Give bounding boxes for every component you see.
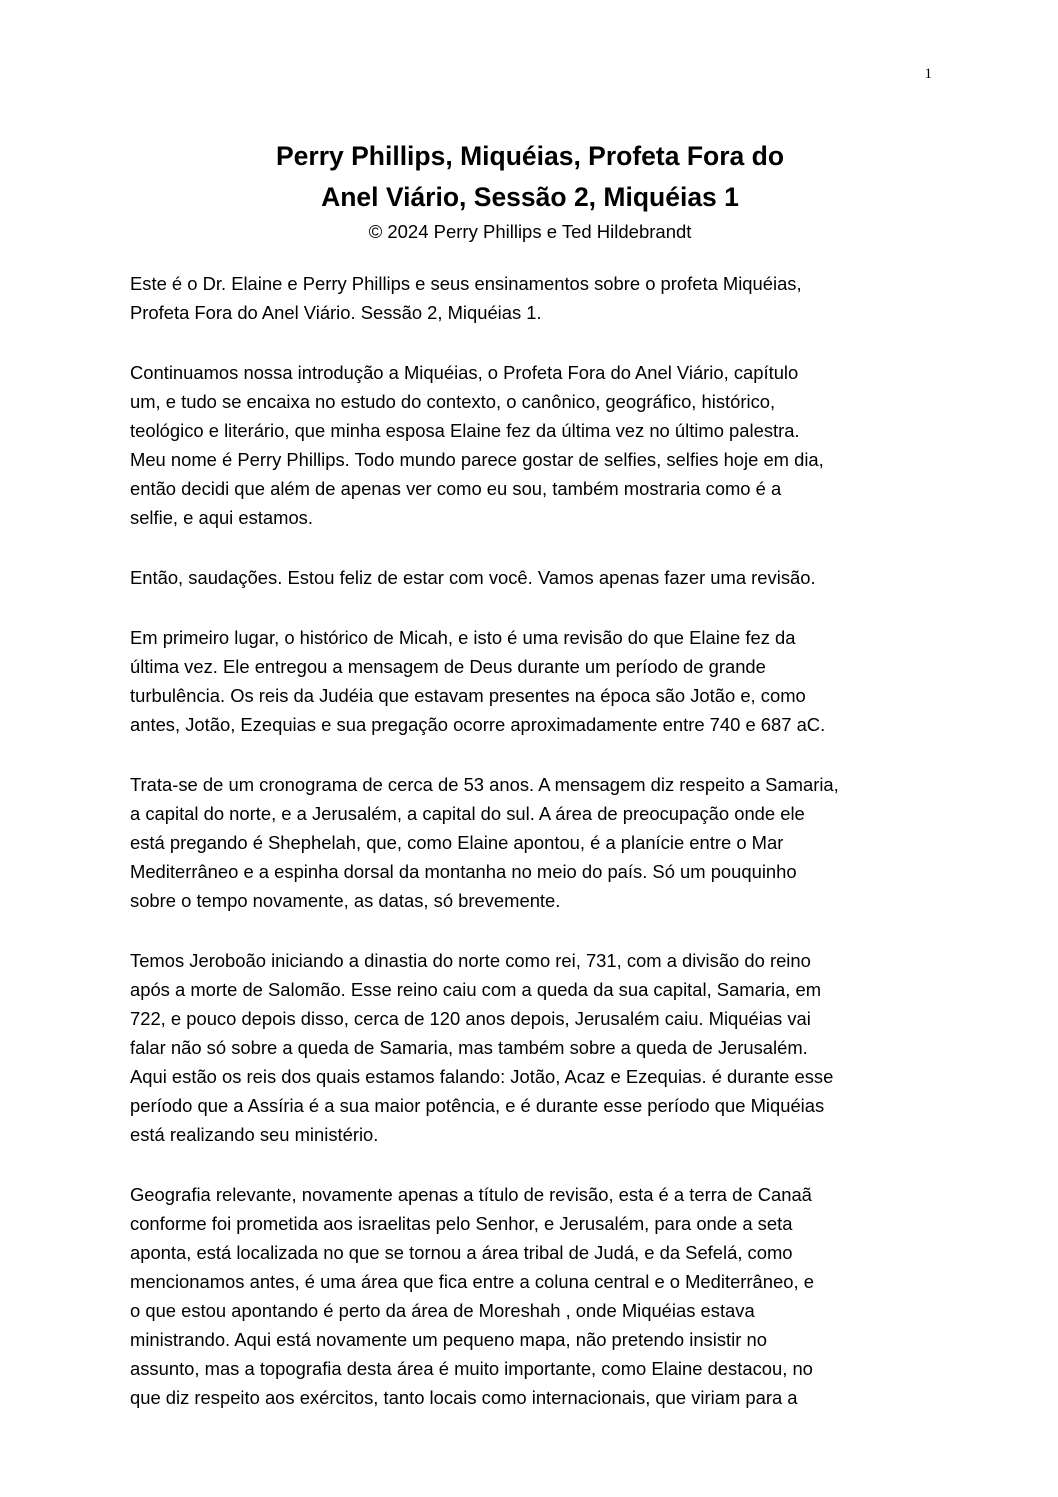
paragraph-line: mencionamos antes, é uma área que fica entre a coluna central e o Mediterrâneo, e [130,1271,814,1292]
paragraph-line: está realizando seu ministério. [130,1124,379,1145]
paragraph-line: Meu nome é Perry Phillips. Todo mundo parece gostar de selfies, selfies hoje em dia, [130,449,824,470]
paragraph-7 [130,1180,930,1412]
paragraph-line: está pregando é Shephelah, que, como Elaine apontou, é a planície entre o Mar [130,832,784,853]
paragraph-line: Este é o Dr. Elaine e Perry Phillips e seus ensinamentos sobre o profeta Miquéias, [130,273,802,294]
document-title-line-2: Anel Viário, Sessão 2, Miquéias 1 [321,182,739,212]
paragraph-line: antes, Jotão, Ezequias e sua pregação ocorre aproximadamente entre 740 e 687 aC. [130,714,826,735]
paragraph-line: Aqui estão os reis dos quais estamos falando: Jotão, Acaz e Ezequias. é durante esse [130,1066,834,1087]
paragraph-line: Profeta Fora do Anel Viário. Sessão 2, Miquéias 1. [130,302,542,323]
paragraph-line: sobre o tempo novamente, as datas, só brevemente. [130,890,561,911]
paragraph-line: período que a Assíria é a sua maior potência, e é durante esse período que Miquéias [130,1095,825,1116]
paragraph-line: última vez. Ele entregou a mensagem de Deus durante um período de grande [130,656,766,677]
paragraph-line: Em primeiro lugar, o histórico de Micah, e isto é uma revisão do que Elaine fez da [130,627,796,648]
paragraph-line: Geografia relevante, novamente apenas a título de revisão, esta é a terra de Canaã [130,1184,812,1205]
paragraph-line: que diz respeito aos exércitos, tanto locais como internacionais, que viriam para a [130,1387,798,1408]
paragraph-line: a capital do norte, e a Jerusalém, a capital do sul. A área de preocupação onde ele [130,803,805,824]
paragraph-line: Então, saudações. Estou feliz de estar com você. Vamos apenas fazer uma revisão. [130,567,816,588]
paragraph-line: Continuamos nossa introdução a Miquéias, o Profeta Fora do Anel Viário, capítulo [130,362,799,383]
paragraph-line: 722, e pouco depois disso, cerca de 120 anos depois, Jerusalém caiu. Miquéias vai [130,1008,811,1029]
paragraph-5 [130,770,930,915]
paragraph-line: ministrando. Aqui está novamente um pequeno mapa, não pretendo insistir no [130,1329,767,1350]
paragraph-line: falar não só sobre a queda de Samaria, mas também sobre a queda de Jerusalém. [130,1037,808,1058]
body-text [130,269,930,1443]
paragraph-3 [130,563,930,592]
paragraph-line: aponta, está localizada no que se tornou a área tribal de Judá, e da Sefelá, como [130,1242,793,1263]
paragraph-line: Mediterrâneo e a espinha dorsal da montanha no meio do país. Só um pouquinho [130,861,797,882]
page-number: 1 [924,66,932,82]
paragraph-line: conforme foi prometida aos israelitas pelo Senhor, e Jerusalém, para onde a seta [130,1213,793,1234]
paragraph-line: Trata-se de um cronograma de cerca de 53 anos. A mensagem diz respeito a Samaria, [130,774,839,795]
paragraph-line: assunto, mas a topografia desta área é muito importante, como Elaine destacou, no [130,1358,813,1379]
paragraph-line: turbulência. Os reis da Judéia que estavam presentes na época são Jotão e, como [130,685,806,706]
paragraph-line: então decidi que além de apenas ver como eu sou, também mostraria como é a [130,478,782,499]
paragraph-line: o que estou apontando é perto da área de Moreshah , onde Miquéias estava [130,1300,755,1321]
paragraph-1 [130,269,930,327]
paragraph-line: um, e tudo se encaixa no estudo do contexto, o canônico, geográfico, histórico, [130,391,776,412]
paragraph-line: selfie, e aqui estamos. [130,507,313,528]
paragraph-6 [130,946,930,1149]
document-title-line-1: Perry Phillips, Miquéias, Profeta Fora do [275,141,785,171]
paragraph-4 [130,623,930,739]
paragraph-line: Temos Jeroboão iniciando a dinastia do norte como rei, 731, com a divisão do reino [130,950,811,971]
copyright-notice: © 2024 Perry Phillips e Ted Hildebrandt [368,221,692,242]
paragraph-line: teológico e literário, que minha esposa Elaine fez da última vez no último palestra. [130,420,800,441]
title-block [130,136,930,244]
paragraph-2 [130,358,930,532]
paragraph-line: após a morte de Salomão. Esse reino caiu com a queda da sua capital, Samaria, em [130,979,822,1000]
